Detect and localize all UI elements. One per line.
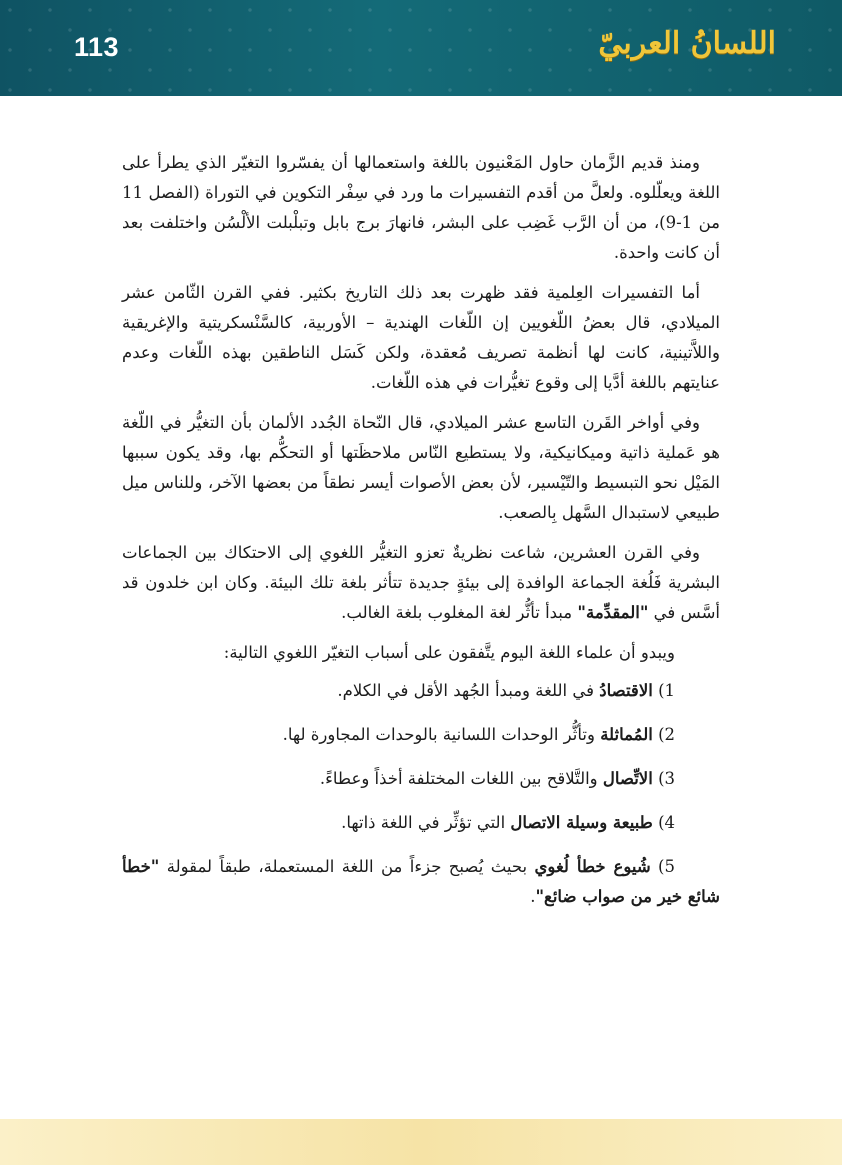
list-term: المُماثلة bbox=[600, 725, 653, 744]
list-term: طبيعة وسيلة الاتصال bbox=[510, 813, 653, 832]
paragraph-text: وفي القرن العشرين، شاعت نظريةٌ تعزو التغيُّر اللغوي إلى الاحتكاك بين الجماعات البشرية فَلُغة الجماعة الوافدة إلى بيئةٍ جديدة تتأثر بلغة تلك البيئة. وكان ابن خلدون قد أسَّس في bbox=[122, 543, 720, 622]
list-number: 5) bbox=[658, 857, 675, 876]
list-number: 3) bbox=[658, 769, 675, 788]
list-text: بحيث يُصبح جزءاً من اللغة المستعملة، طبقاً لمقولة bbox=[159, 857, 535, 876]
emphasized-title: "المقدِّمة" bbox=[577, 603, 649, 622]
list-item bbox=[122, 720, 720, 750]
list-term: شُيوع خطأ لُغوي bbox=[534, 857, 651, 876]
list-item bbox=[122, 764, 720, 794]
paragraph bbox=[122, 538, 720, 628]
list-number: 2) bbox=[658, 725, 675, 744]
list-term: الاتِّصال bbox=[602, 769, 653, 788]
list-end: . bbox=[530, 887, 536, 906]
proverb-quote: "خطأ شائع خير من صواب ضائع" bbox=[122, 857, 720, 906]
list-text: والتَّلاقح بين اللغات المختلفة أخذاً وعطاءً. bbox=[319, 769, 603, 788]
list-item bbox=[122, 676, 720, 706]
list-term: الاقتصادُ bbox=[599, 681, 653, 700]
page-footer bbox=[0, 1119, 842, 1165]
list-item bbox=[122, 808, 720, 838]
list-item bbox=[122, 852, 720, 912]
paragraph: وفي أواخر القَرن التاسع عشر الميلادي، قال النّحاة الجُدد الألمان بأن التغيُّر في اللّغة هو عَملية ذاتية وميكانيكية، ولا يستطيع النّاس ملاحظَتها أو التحكُّم بها، وقد يكون سببها المَيْل نحو التبسيط والتّيْسير، لأن بعض الأصوات أيسر نطقاً من بعضها الآخر، وللناس ميل طبيعي لاستبدال السَّهل بِالصعب. bbox=[122, 413, 720, 522]
page-header bbox=[0, 0, 842, 96]
list-number: 1) bbox=[658, 681, 675, 700]
paragraph: ومنذ قديم الزَّمان حاول المَعْنيون باللغة واستعمالها أن يفسّروا التغيّر الذي يطرأ على اللغة ويعلّلوه. ولعلَّ من أقدم التفسيرات ما ورد في سِفْر التكوين في التوراة (الفصل 11 من 1-9)، من أن الرَّب غَضِب على البشر، فانهارَ برج بابل وتبلْبلت الألْسُن واختلفت بعد أن كانت واحدة. bbox=[122, 153, 720, 262]
book-logo: اللسانُ العربيّ bbox=[598, 26, 776, 61]
paragraph: أما التفسيرات العِلمية فقد ظهرت بعد ذلك التاريخ بكثير. ففي القرن الثّامن عشر الميلادي، قال بعضُ اللّغويين إن اللّغات الهندية – الأوربية، كالسَّنْسكريتية والإغريقية واللاَّتينية، كانت لها أنظمة تصريف مُعقدة، ولكن كَسَل الناطقين بهذه اللّغات وعدم عنايتهم باللغة أدَّيا إلى وقوع تغيُّرات في هذه اللّغات. bbox=[122, 283, 720, 392]
list-text: في اللغة ومبدأ الجُهد الأقل في الكلام. bbox=[337, 681, 600, 700]
page-content bbox=[122, 148, 720, 926]
list-intro: ويبدو أن علماء اللغة اليوم يتَّفقون على أسباب التغيّر اللغوي التالية: bbox=[223, 643, 675, 662]
list-number: 4) bbox=[658, 813, 675, 832]
paragraph-text: مبدأ تأثُّر لغة المغلوب بلغة الغالب. bbox=[341, 603, 578, 622]
list-text: وتأثُّر الوحدات اللسانية بالوحدات المجاورة لها. bbox=[282, 725, 601, 744]
list-text: التي تؤثِّر في اللغة ذاتها. bbox=[341, 813, 511, 832]
page-number: 113 bbox=[74, 32, 120, 62]
